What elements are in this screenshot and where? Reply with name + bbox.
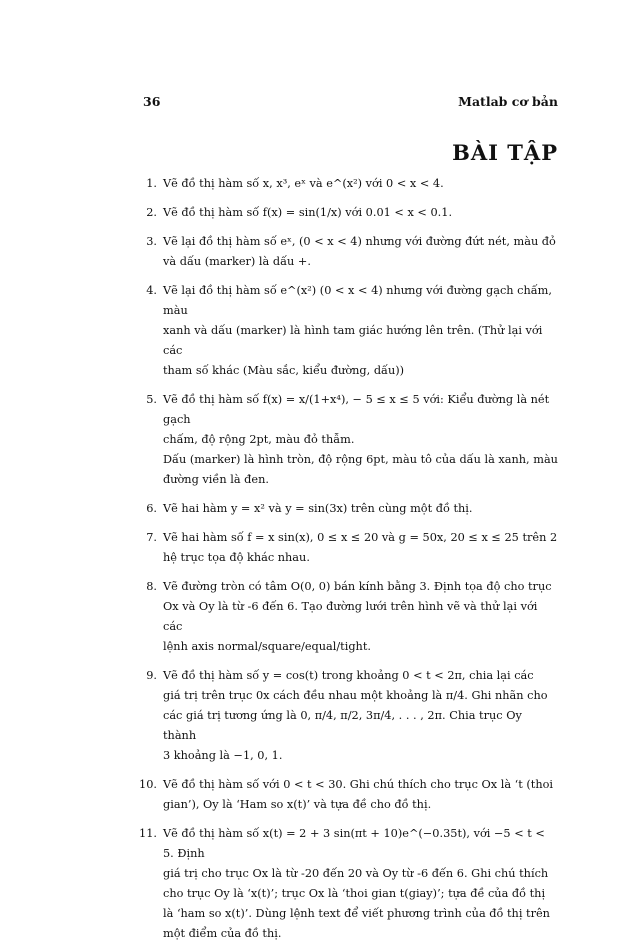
exercise-item (143, 577, 558, 657)
exercise-text-line: Vẽ đồ thị hàm số với 0 < t < 30. Ghi chú thích cho trục Ox là ‘t (thoi (163, 778, 554, 791)
exercise-text-line: Vẽ hai hàm số f = x sin(x), 0 ≤ x ≤ 20 và g = 50x, 20 ≤ x ≤ 25 trên 2 (163, 531, 558, 544)
exercise-item (139, 824, 558, 944)
exercise-item (139, 775, 558, 815)
exercise-text-line: Vẽ đồ thị hàm số y = cos(t) trong khoảng 0 < t < 2π, chia lại các (163, 669, 534, 682)
exercise-text-line: 3 khoảng là −1, 0, 1. (163, 749, 283, 762)
exercise-text-line: Vẽ đồ thị hàm số x, x³, eˣ và e^(x²) với 0 < x < 4. (163, 177, 444, 190)
exercise-text-line: đường viền là đen. (163, 473, 269, 486)
exercise-text-line: Vẽ đường tròn có tâm O(0, 0) bán kính bằng 3. Định tọa độ cho trục (163, 580, 552, 593)
exercise-text-line: Vẽ lại đồ thị hàm số e^(x²) (0 < x < 4) nhưng với đường gạch chấm, màu (163, 284, 552, 317)
exercise-list (139, 174, 558, 944)
exercise-text-line: giá trị cho trục Ox là từ -20 đến 20 và Oy từ -6 đến 6. Ghi chú thích (163, 867, 549, 880)
exercise-number: 10. (139, 778, 157, 791)
exercise-number: 7. (146, 531, 157, 544)
exercise-item (143, 666, 558, 766)
exercise-text-line: Dấu (marker) là hình tròn, độ rộng 6pt, màu tô của dấu là xanh, màu (163, 453, 558, 466)
exercise-number: 8. (146, 580, 157, 593)
exercise-text-line: và dấu (marker) là dấu +. (163, 255, 311, 268)
exercise-number: 2. (146, 206, 157, 219)
exercise-number: 3. (146, 235, 157, 248)
exercise-text-line: các giá trị tương ứng là 0, π/4, π/2, 3π/4, . . . , 2π. Chia trục Oy thành (163, 709, 522, 742)
exercise-text-line: Vẽ lại đồ thị hàm số eˣ, (0 < x < 4) nhưng với đường đứt nét, màu đỏ (163, 235, 556, 248)
exercise-number: 5. (146, 393, 157, 406)
exercise-text-line: Ox và Oy là từ -6 đến 6. Tạo đường lưới trên hình vẽ và thử lại với các (163, 600, 538, 633)
exercise-text-line: Vẽ hai hàm y = x² và y = sin(3x) trên cùng một đồ thị. (163, 502, 473, 515)
section-title: BÀI TẬP (452, 140, 558, 165)
exercise-item (143, 390, 558, 490)
exercise-text-line: tham số khác (Màu sắc, kiểu đường, dấu)) (163, 364, 405, 377)
exercise-number: 9. (146, 669, 157, 682)
exercise-item (143, 232, 558, 272)
exercise-number: 6. (146, 502, 157, 515)
exercise-text-line: một điểm của đồ thị. (163, 927, 282, 940)
exercise-item (143, 499, 558, 519)
running-title: Matlab cơ bản (458, 94, 558, 109)
exercise-text-line: cho trục Oy là ‘x(t)’; trục Ox là ‘thoi gian t(giay)’; tựa đề của đồ thị (163, 887, 546, 900)
exercise-text-line: Vẽ đồ thị hàm số f(x) = x/(1+x⁴), − 5 ≤ x ≤ 5 với: Kiểu đường là nét gạch (163, 393, 550, 426)
exercise-text-line: chấm, độ rộng 2pt, màu đỏ thẫm. (163, 433, 355, 446)
exercise-text-line: xanh và dấu (marker) là hình tam giác hướng lên trên. (Thử lại với các (163, 324, 543, 357)
exercise-text-line: hệ trục tọa độ khác nhau. (163, 551, 310, 564)
exercise-text-line: Vẽ đồ thị hàm số f(x) = sin(1/x) với 0.01 < x < 0.1. (163, 206, 453, 219)
exercise-text-line: giá trị trên trục 0x cách đều nhau một khoảng là π/4. Ghi nhãn cho (163, 689, 548, 702)
exercise-item (143, 203, 558, 223)
exercise-number: 11. (139, 827, 157, 840)
exercise-number: 4. (146, 284, 157, 297)
exercise-item (143, 281, 558, 381)
exercise-text-line: lệnh axis normal/square/equal/tight. (163, 640, 371, 653)
page-number: 36 (143, 94, 161, 109)
exercise-text-line: gian’), Oy là ‘Ham so x(t)’ và tựa đề cho đồ thị. (163, 798, 432, 811)
exercise-number: 1. (146, 177, 157, 190)
exercise-item (143, 528, 558, 568)
exercise-item (143, 174, 558, 194)
exercise-text-line: là ‘ham so x(t)’. Dùng lệnh text để viết phương trình của đồ thị trên (163, 907, 550, 920)
exercise-text-line: Vẽ đồ thị hàm số x(t) = 2 + 3 sin(πt + 10)e^(−0.35t), với −5 < t < 5. Định (163, 827, 545, 860)
